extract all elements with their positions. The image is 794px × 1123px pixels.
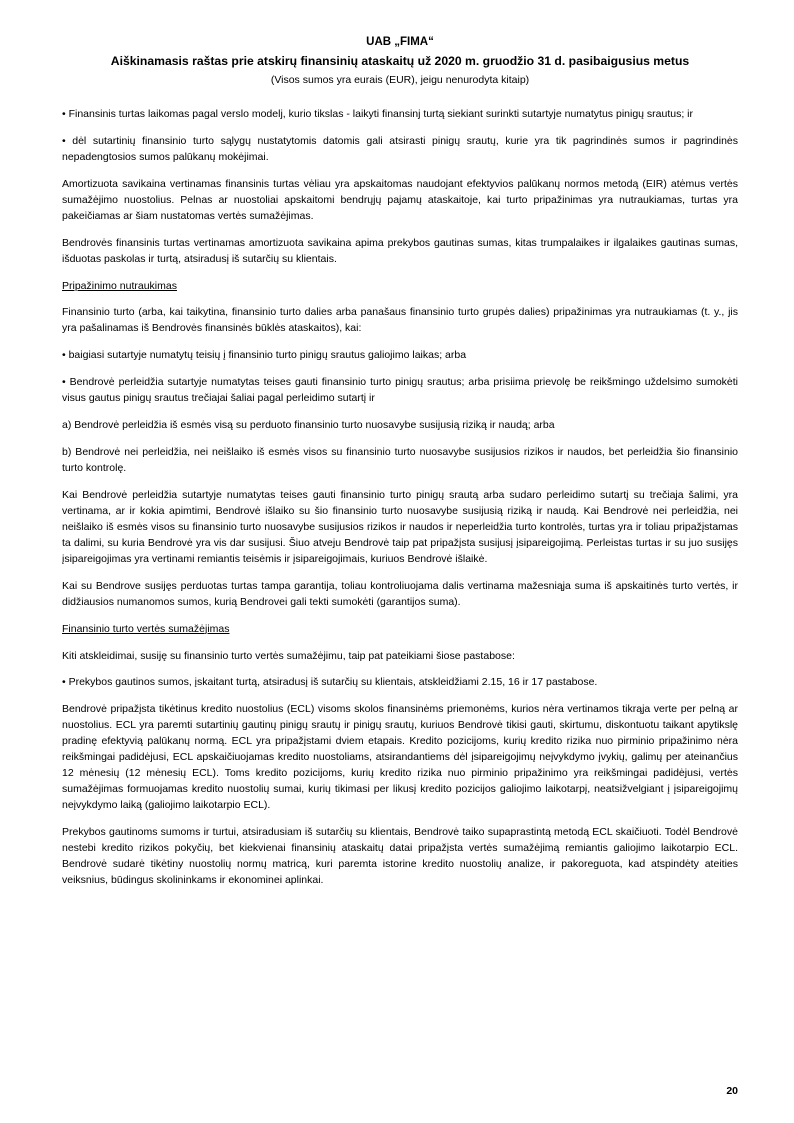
paragraph: Kai su Bendrove susijęs perduotas turtas tampa garantija, toliau kontroliuojama dalis vertinama mažesniąja suma iš apskaitinės turto vertės, ir didžiausios numanomos sumos, kurią Bendrovei gali tekti sumokėti (garantijos suma).	[62, 579, 738, 608]
paragraph: Kai Bendrovė perleidžia sutartyje numatytas teises gauti finansinio turto pinigų srautą arba sudaro perleidimo sutartį su trečiaja šalimi, yra vertinama, ar ir kokia apimtimi, Bendrovė išlaiko su šio finansinio turto nuosavybe susijusią riziką ir naudą. Kai Bendrovė nei perleidžia, nei neišlaiko iš esmės visos su finansinio turto nuosavybe susijusios rizikos ir naudos ir neperleidžia turto kontrolės, turtas yra ir toliau pripažįstamas ta dalimi, su kuria Bendrovė yra vis dar susijusi. Šiuo atveju Bendrovė taip pat pripažįsta susijusį įsipareigojimą. Perleistas turtas ir su juo susijęs įsipareigojimas yra vertinami remiantis teisėmis ir įsipareigojimais, kuriuos Bendrovė išlaikė.	[62, 489, 738, 565]
paragraph-bullet: • Finansinis turtas laikomas pagal verslo modelj, kurio tikslas - laikyti finansinj turtą siekiant surinkti sutartyje numatytus pinigų srautus; ir	[62, 108, 694, 121]
section-subheading: Pripažinimo nutraukimas	[62, 279, 177, 292]
paragraph: Prekybos gautinoms sumoms ir turtui, atsiradusiam iš sutarčių su klientais, Bendrovė taiko supaprastintą metodą ECL skaičiuoti. Todėl Bendrovė nestebi kredito rizikos pokyčių, bet kiekvienai finansinių ataskaitų datai pripažįsta vertės sumažėjimą remiantis galiojimo laikotarpio ECL. Bendrovė sudarė tikėtiny nuostolių normų matricą, kuri paremta istorine kredito nuostolių analize, ir pakoreguota, kad atspindėty ateities veiksnius, būdingus skolininkams ir ekonominei aplinkai.	[62, 826, 738, 886]
page-number: 20	[726, 1085, 738, 1097]
document-header	[62, 34, 738, 89]
paragraph: b) Bendrovė nei perleidžia, nei neišlaiko iš esmės visos su finansinio turto nuosavybe susijusios rizikos ir naudos, bet perleidžia šio finansinio turto kontrolę.	[62, 446, 738, 475]
paragraph: Bendrovė pripažįsta tikėtinus kredito nuostolius (ECL) visoms skolos finansinėms priemonėms, kurios nėra vertinamos tikrąja verte per pelną ar nuostolius. ECL yra paremti sutartinių gautinų pinigų srautų ir pinigų srautų, kuriuos Bendrovė tikisi gauti, skirtumu, diskontuotu taikant apytikslę pradinę efektyvią palūkanų normą. ECL yra pripažįstami dviem etapais. Kredito pozicijoms, kurių kredito rizika nuo pirminio pripažinimo nėra reikšmingai padidėjusi, ECL apskaičiuojamas kredito nuostoliams, atsirandantiems dėl įsipareigojimų neįvykdymo įvykių, galimų per ateinančius 12 mėnesių (12 mėnesių ECL). Toms kredito pozicijoms, kurių kredito rizika nuo pirminio pripažinimo yra reikšmingai padidėjusi, vertės sumažėjimas formuojamas kredito nuostolių sumai, kurių tikimasi per likusį kredito pozicijos galiojimo laikotarpį, neatsižvelgiant į įsipareigojimų neįvykdymo laiką (galiojimo laikotarpio ECL).	[62, 703, 738, 812]
paragraph: a) Bendrovė perleidžia iš esmės visą su perduoto finansinio turto nuosavybe susijusią riziką ir naudą; arba	[62, 419, 555, 432]
page-title: Aiškinamasis raštas prie atskirų finansinių ataskaitų už 2020 m. gruodžio 31 d. pasibaigusius metus	[110, 53, 690, 68]
paragraph-bullet: • dėl sutartinių finansinio turto sąlygų nustatytomis datomis gali atsirasti pinigų srautų, kurie yra tik pagrindinės sumos ir pagrindinės nepadengtosios sumos palūkanų mokėjimai.	[62, 135, 738, 164]
section-subheading: Finansinio turto vertės sumažėjimas	[62, 622, 230, 635]
paragraph-bullet: • baigiasi sutartyje numatytų teisių į finansinio turto pinigų srautus galiojimo laikas; arba	[62, 349, 467, 362]
paragraph-bullet: • Prekybos gautinos sumos, įskaitant turtą, atsiradusį iš sutarčių su klientais, atskleidžiami 2.15, 16 ir 17 pastabose.	[62, 676, 598, 689]
company-name: UAB „FIMA“	[366, 36, 434, 48]
paragraph: Finansinio turto (arba, kai taikytina, finansinio turto dalies arba panašaus finansinio turto grupės dalies) pripažinimas yra nutraukiamas (t. y., jis yra pašalinamas iš Bendrovės finansinės būklės ataskaitos), kai:	[62, 306, 738, 335]
paragraph: Amortizuota savikaina vertinamas finansinis turtas vėliau yra apskaitomas naudojant efektyvios palūkanų normos metodą (EIR) atėmus vertės sumažėjimo nuostolius. Pelnas ar nuostoliai apskaitomi bendrųjų pajamų ataskaitoje, kai turto pripažinimas yra nutraukiamas, turtas yra pakeičiamas ar šiam nustatomas vertės sumažėjimas.	[62, 177, 738, 222]
paragraph-bullet: • Bendrovė perleidžia sutartyje numatytas teises gauti finansinio turto pinigų srautus; arba prisiima prievolę be reikšmingo uždelsimo sumokėti visus gautus pinigų srautus trečiajai šaliai pagal perleidimo sutartį ir	[62, 376, 738, 405]
currency-note: (Visos sumos yra eurais (EUR), jeigu nenurodyta kitaip)	[270, 74, 530, 87]
paragraph: Bendrovės finansinis turtas vertinamas amortizuota savikaina apima prekybos gautinas sumas, kitas trumpalaikes ir ilgalaikes gautinas sumas, išduotas paskolas ir turtą, atsiradusį iš sutarčių su klientais.	[62, 236, 738, 265]
paragraph: Kiti atskleidimai, susiję su finansinio turto vertės sumažėjimu, taip pat pateikiami šiose pastabose:	[62, 649, 515, 662]
document-body	[62, 107, 738, 889]
